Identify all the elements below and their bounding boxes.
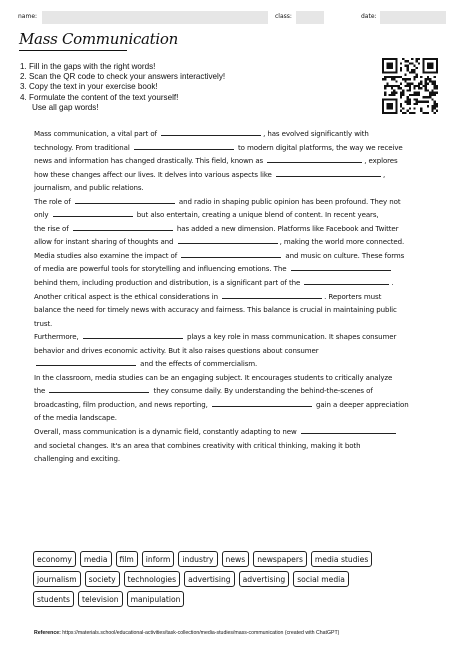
text-segment: Media studies also examine the impact of	[34, 250, 180, 260]
word-chip[interactable]: advertising	[184, 571, 235, 587]
text-line	[34, 195, 442, 209]
name-field[interactable]	[42, 11, 268, 24]
word-bank-row	[33, 591, 443, 607]
text-line	[34, 384, 442, 398]
gap-blank[interactable]	[134, 141, 234, 150]
text-line	[34, 290, 442, 304]
text-segment: of media are powerful tools for storytelling and influencing emotions. The	[34, 264, 289, 274]
text-segment: Mass communication, a vital part of	[34, 129, 160, 138]
gap-text	[34, 127, 442, 466]
text-line	[34, 276, 442, 290]
gap-blank[interactable]	[291, 262, 391, 271]
date-field[interactable]	[380, 11, 446, 24]
text-segment: balance the need for timely news with accuracy and fairness. This balance is crucial in maintaining public	[34, 305, 397, 315]
text-segment: behind them, including production and distribution, is a significant part of the	[34, 278, 303, 288]
text-segment: to modern digital platforms, the way we receive	[235, 142, 403, 152]
instructions	[20, 62, 360, 113]
text-segment: gain a deeper appreciation	[313, 399, 409, 409]
reference	[34, 630, 339, 636]
text-line	[34, 330, 442, 344]
text-segment: has added a new dimension. Platforms like Facebook and Twitter	[174, 223, 399, 233]
word-chip[interactable]: newspapers	[253, 551, 307, 567]
text-line	[34, 371, 442, 385]
gap-blank[interactable]	[161, 127, 261, 136]
word-chip[interactable]: news	[222, 551, 250, 567]
instruction-1: 1. Fill in the gaps with the right words!	[20, 62, 156, 71]
word-chip[interactable]: television	[78, 591, 123, 607]
class-field[interactable]	[296, 11, 324, 24]
text-segment: how these changes affect our lives. It delves into various aspects like	[34, 169, 274, 179]
reference-text: https://materials.school/educational-activities/task-collection/media-studies/mass-communication (created with ChatGPT)	[60, 630, 340, 636]
text-line	[34, 262, 442, 276]
title-underline	[19, 50, 127, 51]
gap-blank[interactable]	[267, 154, 362, 163]
reference-label: Reference:	[34, 630, 61, 636]
text-segment: trust.	[34, 318, 53, 328]
instruction-2: 2. Scan the QR code to check your answers interactively!	[20, 72, 226, 82]
text-segment: the rise of	[34, 223, 71, 233]
word-chip[interactable]: technologies	[124, 571, 180, 587]
gap-blank[interactable]	[222, 290, 322, 299]
text-line	[34, 249, 442, 263]
text-segment: but also entertain, creating a unique blend of content. In recent years,	[134, 210, 379, 220]
text-segment: and the effects of commercialism.	[138, 359, 258, 369]
text-segment: and radio in shaping public opinion has been profound. They not	[176, 196, 401, 206]
word-chip[interactable]: manipulation	[127, 591, 185, 607]
qr-code-icon[interactable]	[382, 58, 438, 114]
text-line	[34, 181, 442, 195]
word-chip[interactable]: inform	[142, 551, 175, 567]
text-segment: The role of	[34, 196, 73, 206]
text-segment: , has evolved significantly with	[263, 129, 369, 138]
text-line	[34, 141, 442, 155]
text-segment: In the classroom, media studies can be an engaging subject. It encourages students to critically analyze	[34, 372, 393, 382]
text-line	[34, 154, 442, 168]
word-chip[interactable]: media studies	[311, 551, 372, 567]
text-line	[34, 222, 442, 236]
text-segment: of the media landscape.	[34, 413, 117, 423]
instruction-5: Use all gap words!	[32, 102, 99, 112]
text-segment: news and information has changed drastically. This field, known as	[34, 156, 266, 166]
instruction-4: 4. Formulate the content of the text yourself!	[20, 92, 179, 102]
text-segment: technology. From traditional	[34, 142, 132, 152]
text-segment: .	[391, 278, 394, 288]
text-segment: plays a key role in mass communication. It shapes consumer	[184, 332, 397, 342]
text-line	[34, 344, 442, 358]
word-bank	[33, 551, 443, 611]
text-segment: . Reporters must	[324, 291, 382, 301]
page-title: Mass Communication	[19, 30, 178, 48]
text-segment: , explores	[364, 156, 398, 166]
name-label: name:	[18, 13, 38, 20]
text-segment: Furthermore,	[34, 332, 81, 342]
header-bar	[18, 11, 446, 25]
text-line	[34, 398, 442, 412]
gap-blank[interactable]	[83, 330, 183, 339]
word-chip[interactable]: economy	[33, 551, 76, 567]
text-segment: the	[34, 386, 48, 396]
text-segment: broadcasting, film production, and news reporting,	[34, 399, 210, 409]
text-line	[34, 317, 442, 331]
text-segment: Overall, mass communication is a dynamic field, constantly adapting to new	[34, 427, 299, 437]
word-chip[interactable]: media	[80, 551, 112, 567]
text-line	[34, 208, 442, 222]
text-segment: ,	[382, 169, 386, 179]
text-line	[34, 235, 442, 249]
text-line	[34, 303, 442, 317]
text-segment: allow for instant sharing of thoughts and	[34, 237, 176, 247]
gap-blank[interactable]	[178, 235, 278, 244]
gap-blank[interactable]	[36, 357, 136, 366]
gap-blank[interactable]	[73, 222, 173, 231]
text-segment: and music on culture. These forms	[283, 250, 405, 260]
gap-blank[interactable]	[53, 208, 133, 217]
gap-blank[interactable]	[49, 384, 149, 393]
gap-blank[interactable]	[181, 249, 281, 258]
word-chip[interactable]: society	[85, 571, 120, 587]
text-segment: challenging and exciting.	[34, 454, 120, 464]
instruction-3: 3. Copy the text in your exercise book!	[20, 82, 158, 92]
gap-blank[interactable]	[276, 168, 381, 177]
text-line	[34, 357, 442, 371]
text-segment: only	[34, 210, 51, 220]
text-segment: they consume daily. By understanding the behind-the-scenes of	[151, 386, 373, 396]
text-segment: Another critical aspect is the ethical considerations in	[34, 291, 221, 301]
text-line	[34, 439, 442, 453]
text-segment: journalism, and public relations.	[34, 183, 144, 193]
gap-blank[interactable]	[212, 398, 312, 407]
text-segment: behavior and drives economic activity. But it also raises questions about consumer	[34, 345, 319, 355]
text-segment: , making the world more connected.	[279, 237, 405, 247]
text-segment: and societal changes. It's an area that combines creativity with critical thinking, making it both	[34, 440, 361, 450]
text-line	[34, 425, 442, 439]
word-chip[interactable]: film	[116, 551, 138, 567]
text-line	[34, 411, 442, 425]
word-chip[interactable]: advertising	[239, 571, 290, 587]
word-chip[interactable]: social media	[293, 571, 349, 587]
date-label: date:	[361, 13, 377, 20]
word-chip[interactable]: journalism	[33, 571, 81, 587]
word-bank-row	[33, 551, 443, 567]
word-bank-row	[33, 571, 443, 587]
text-line	[34, 452, 442, 466]
gap-blank[interactable]	[304, 276, 389, 285]
text-line	[34, 168, 442, 182]
gap-blank[interactable]	[301, 425, 396, 434]
text-line	[34, 127, 442, 141]
gap-blank[interactable]	[75, 195, 175, 204]
word-chip[interactable]: students	[33, 591, 74, 607]
class-label: class:	[275, 13, 292, 20]
word-chip[interactable]: industry	[178, 551, 217, 567]
